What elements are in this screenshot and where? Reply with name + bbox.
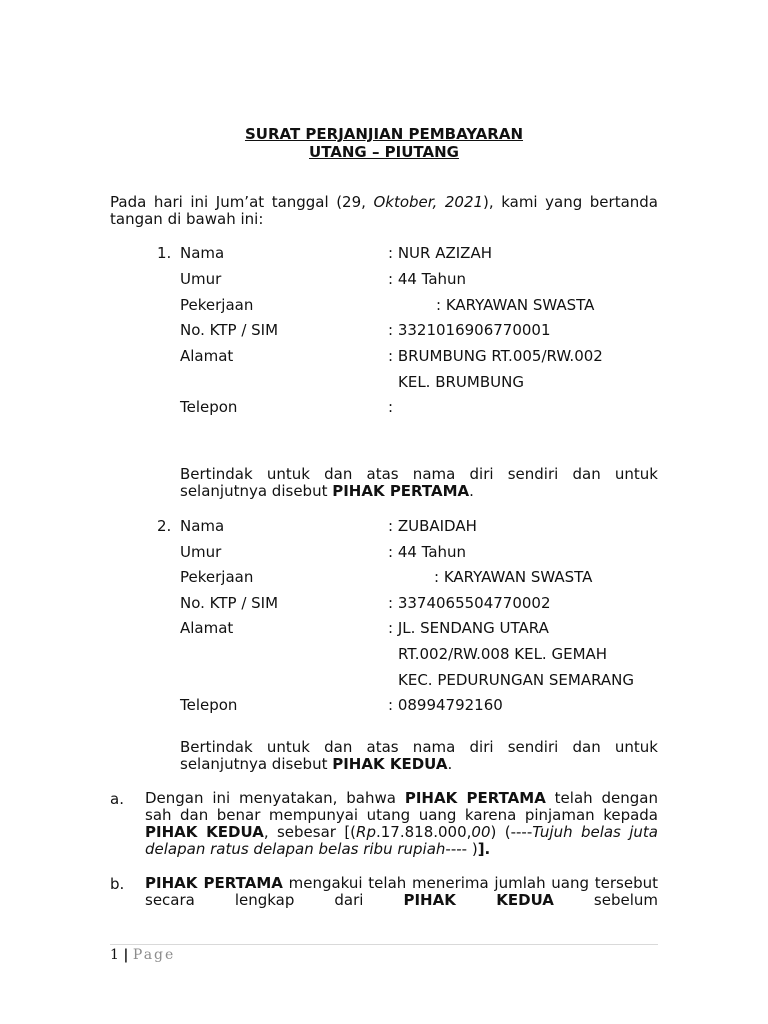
party2-age-label: Umur (180, 543, 222, 561)
clause-b-text (145, 875, 658, 909)
party2-name-value: : ZUBAIDAH (388, 517, 477, 535)
clause-a-cents: 00 (471, 823, 491, 841)
clause-a-part3: , sebesar [( (263, 823, 357, 841)
party2-address-line2: RT.002/RW.008 KEL. GEMAH (398, 645, 608, 663)
clause-a-close: ]. (477, 840, 491, 858)
clause-a-part6: ---- ) (445, 840, 478, 858)
clause-a-amount-words: Tujuh belas juta delapan ratus delapan belas ribu rupiah (145, 823, 658, 858)
party1-job-label: Pekerjaan (180, 296, 254, 314)
party1-name-value: : NUR AZIZAH (388, 244, 492, 262)
party1-address-line2: KEL. BRUMBUNG (398, 373, 524, 391)
party1-phone-label: Telepon (180, 398, 238, 416)
clause-b-part2: sebelum (553, 891, 658, 909)
clause-a-party1: PIHAK PERTAMA (404, 789, 546, 807)
page-footer (110, 947, 175, 963)
party1-phone-value: : (388, 398, 394, 416)
party2-name-label: Nama (180, 517, 225, 535)
clause-a-part2: telah dengan sah dan benar mempunyai utang uang karena pinjaman kepada (145, 789, 658, 824)
party1-age-value: : 44 Tahun (388, 270, 467, 288)
party2-address-label: Alamat (180, 619, 234, 637)
document-title-line1: SURAT PERJANJIAN PEMBAYARAN (244, 125, 524, 143)
party1-statement (180, 466, 658, 500)
clause-a-currency: Rp (356, 823, 376, 841)
party1-address-value: : BRUMBUNG RT.005/RW.002 (388, 347, 603, 365)
clause-a-part5: ) (---- (490, 823, 533, 841)
clause-a-marker: a. (110, 790, 124, 808)
party2-statement-text: Bertindak untuk dan atas nama diri sendiri dan untuk selanjutnya disebut (180, 738, 658, 773)
party2-statement (180, 739, 658, 773)
party2-number: 2. (157, 517, 172, 535)
party2-phone-label: Telepon (180, 696, 238, 714)
intro-text-end: ), kami yang bertanda tangan di bawah ini: (110, 193, 658, 228)
clause-b-marker: b. (110, 875, 125, 893)
clause-a-part1: Dengan ini menyatakan, bahwa (145, 789, 405, 807)
party2-job-label: Pekerjaan (180, 568, 254, 586)
party1-statement-end: . (469, 482, 474, 500)
party1-ktp-label: No. KTP / SIM (180, 321, 279, 339)
party1-statement-text: Bertindak untuk dan atas nama diri sendiri dan untuk selanjutnya disebut (180, 465, 658, 500)
party2-phone-value: : 08994792160 (388, 696, 503, 714)
party2-ktp-value: : 3374065504770002 (388, 594, 551, 612)
document-title-line2: UTANG – PIUTANG (309, 143, 459, 161)
party1-address-label: Alamat (180, 347, 234, 365)
page-label: Page (132, 947, 176, 963)
party2-job-value: : KARYAWAN SWASTA (434, 568, 593, 586)
clause-a-amount: .17.818.000, (375, 823, 472, 841)
clause-b-part1: mengakui telah menerima jumlah uang tersebut secara lengkap dari (145, 874, 658, 909)
party1-role: PIHAK PERTAMA (332, 482, 470, 500)
intro-text-start: Pada hari ini Jum’at tanggal (29, (110, 193, 374, 211)
clause-b-party2: PIHAK KEDUA (403, 891, 554, 909)
intro-date: Oktober, 2021 (373, 193, 484, 211)
party1-number: 1. (157, 244, 172, 262)
intro-paragraph (110, 194, 658, 228)
clause-a-text (145, 790, 658, 858)
party1-age-label: Umur (180, 270, 222, 288)
clause-b-party1: PIHAK PERTAMA (145, 874, 283, 892)
party1-name-label: Nama (180, 244, 225, 262)
party1-ktp-value: : 3321016906770001 (388, 321, 551, 339)
clause-a-party2: PIHAK KEDUA (145, 823, 264, 841)
party2-statement-end: . (447, 755, 453, 773)
page-separator: | (123, 947, 129, 963)
party2-role: PIHAK KEDUA (332, 755, 448, 773)
party1-job-value: : KARYAWAN SWASTA (436, 296, 595, 314)
party2-address-line3: KEC. PEDURUNGAN SEMARANG (398, 671, 634, 689)
party2-age-value: : 44 Tahun (388, 543, 467, 561)
party2-ktp-label: No. KTP / SIM (180, 594, 279, 612)
party2-address-value: : JL. SENDANG UTARA (388, 619, 549, 637)
footer-divider (110, 944, 658, 945)
page-number: 1 (110, 947, 119, 963)
